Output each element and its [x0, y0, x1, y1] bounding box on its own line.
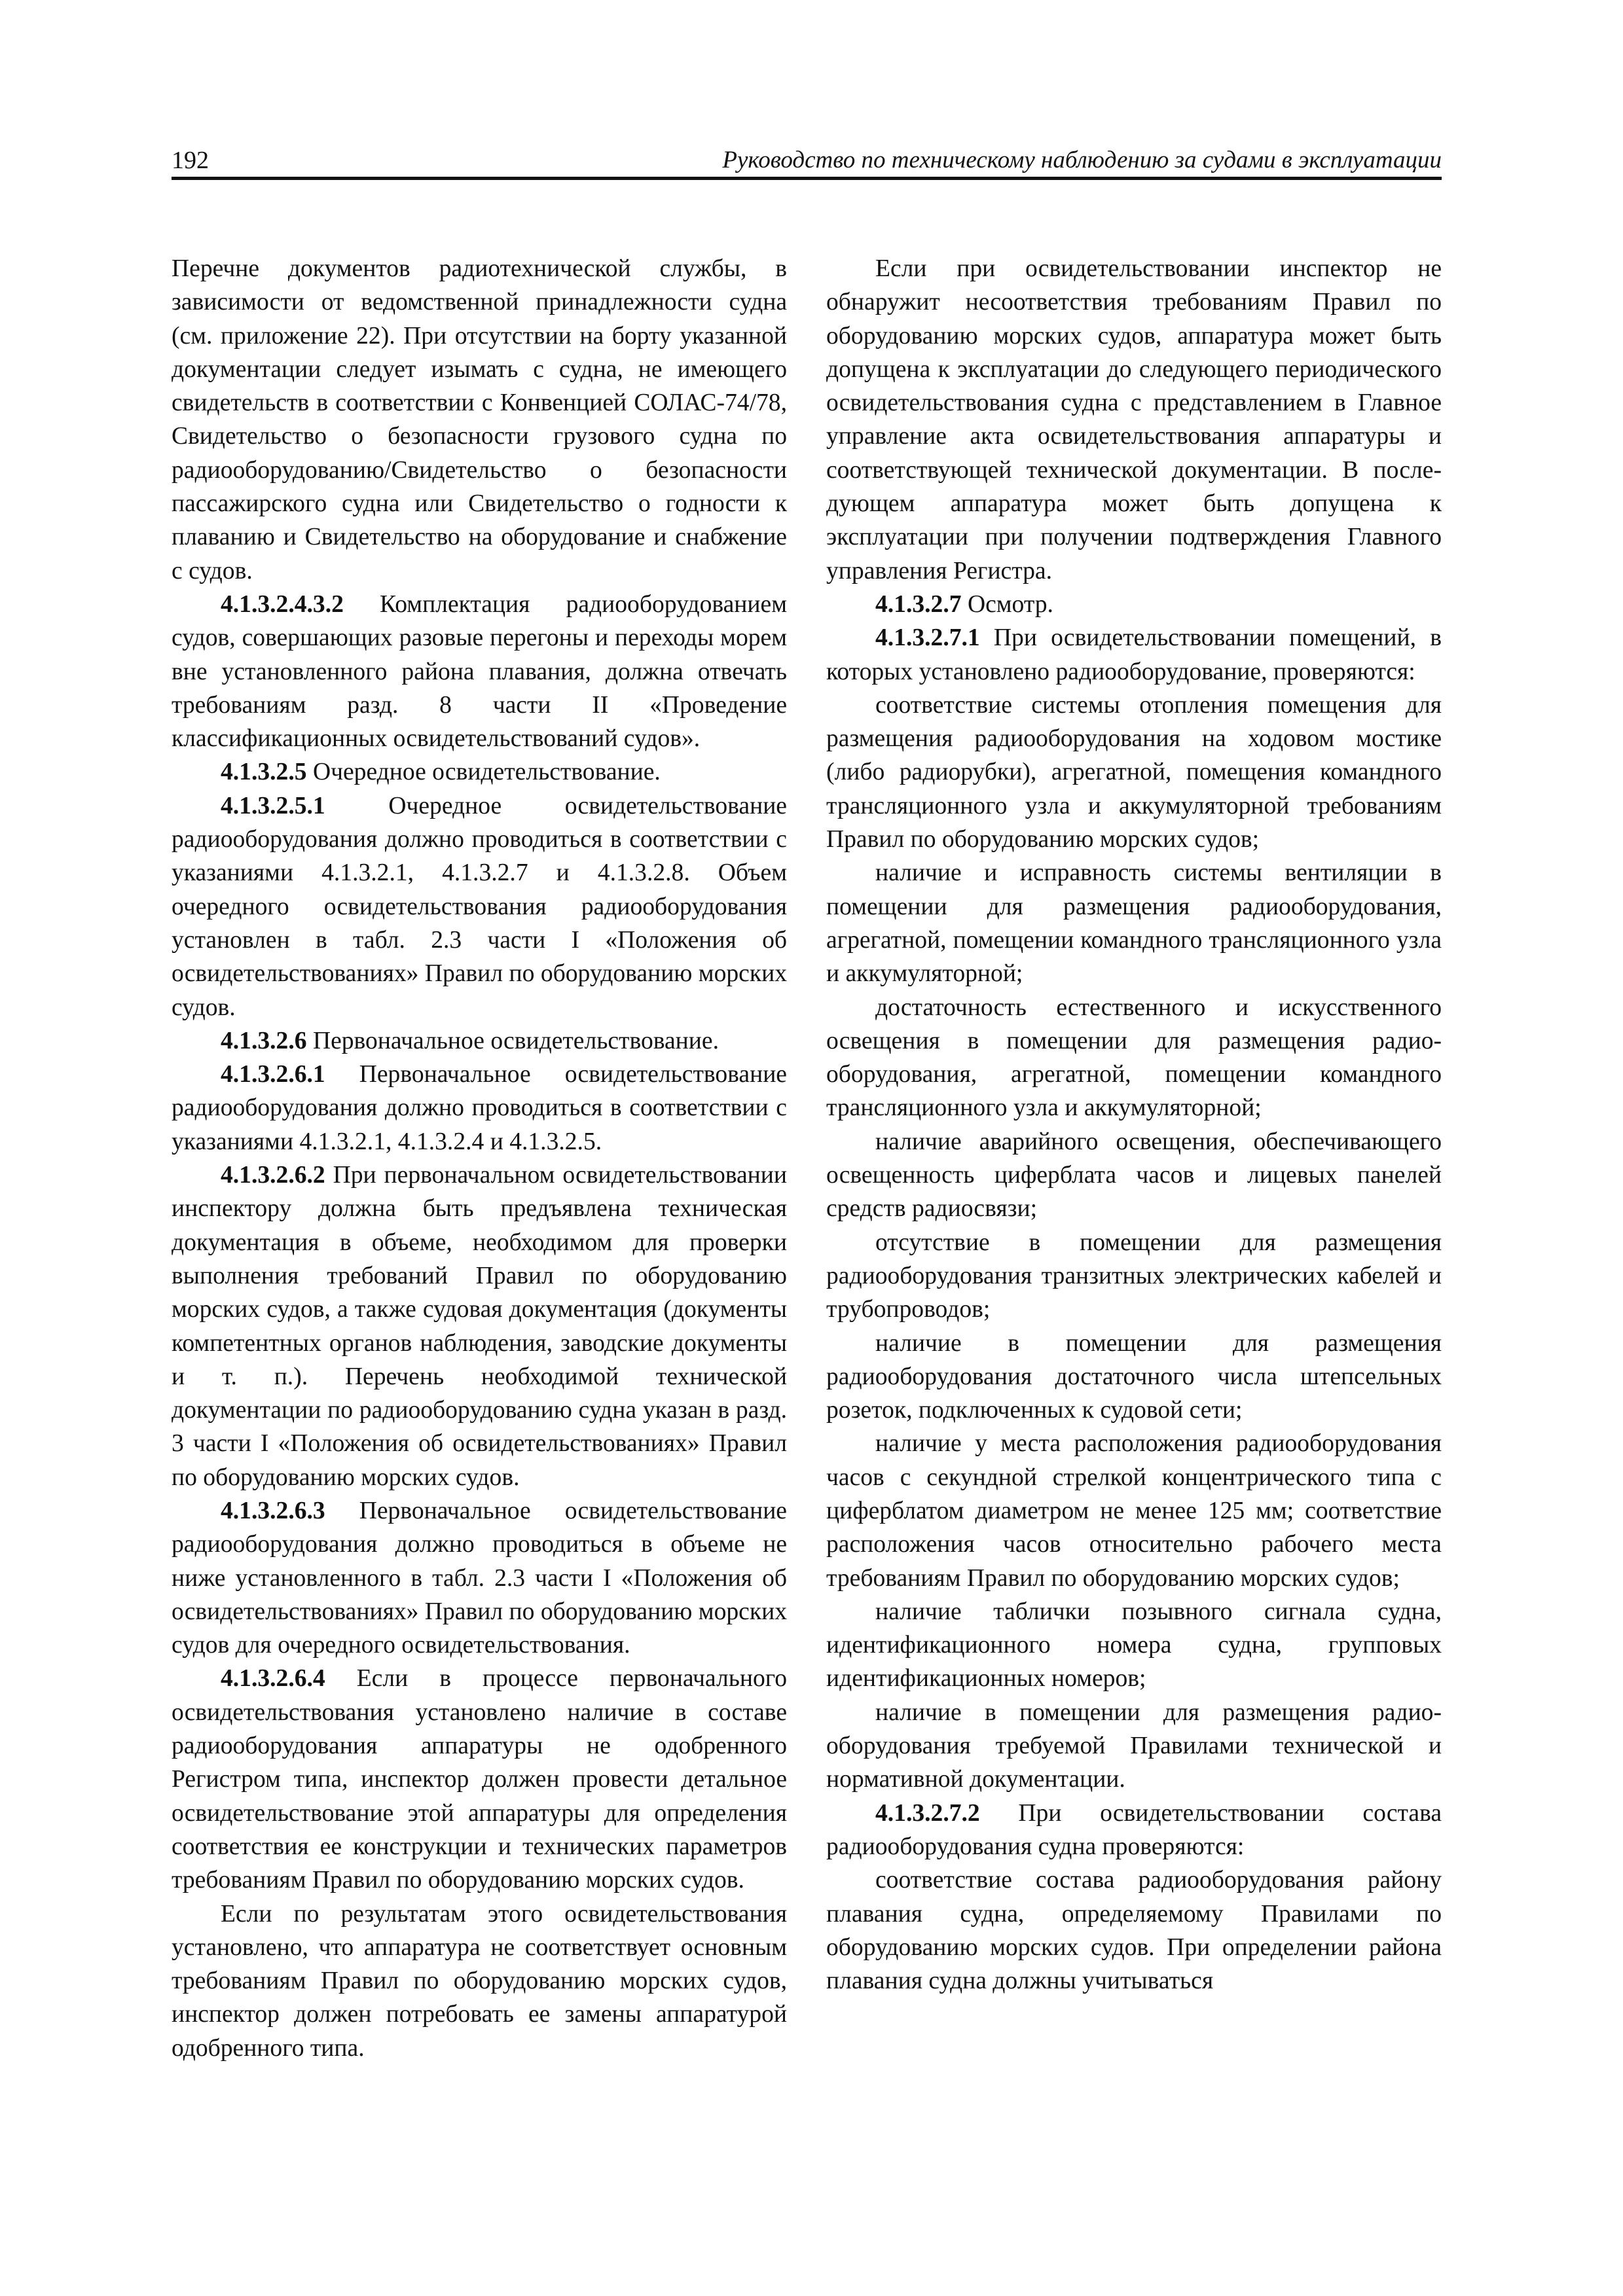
- paragraph-text: При освидетельствовании состава радиооборудования судна проверяются:: [826, 1799, 1442, 1860]
- paragraph-text: При первоначальном освидетельствовании инспектору должна быть предъявлена техническая документация в объеме, необходимом для проверки выполнения требований Правил по оборудованию морских судов, а также судовая документация (документы компетентных органов наблюдения, заводские документы и т. п.). Перечень необходимой технической документации по радиооборудованию судна указан в разд. 3 части I «Положения об освидетельствованиях» Правил по оборудованию морских судов.: [172, 1162, 787, 1491]
- paragraph: [172, 1024, 787, 1058]
- running-title: Руководство по техническому наблюдению за судами в эксплуатации: [722, 147, 1442, 173]
- page-number: 192: [172, 147, 209, 174]
- list-item: [826, 1427, 1442, 1594]
- clause-number: 4.1.3.2.5: [221, 759, 307, 786]
- left-column: [172, 252, 787, 2065]
- paragraph: [826, 621, 1442, 689]
- clause-number: 4.1.3.2.7.2: [875, 1799, 980, 1827]
- clause-number: 4.1.3.2.5.1: [221, 792, 325, 819]
- paragraph-text: Если в процессе первоначального освидетельствования установлено наличие в составе радиооборудования аппаратуры не одобренного Регистром типа, инспектор должен провести детальное освидетельствование этой аппаратуры для определения соответствия ее конструкции и технических параметров требованиям Правил по оборудованию морских судов.: [172, 1665, 787, 1894]
- paragraph-text: Первоначальное освидетельствование радиооборудования должно проводиться в соответствии с указаниями 4.1.3.2.1, 4.1.3.2.4 и 4.1.3.2.5.: [172, 1061, 787, 1155]
- clause-number: 4.1.3.2.6: [221, 1027, 307, 1054]
- paragraph: [172, 252, 787, 588]
- paragraph-text: При освидетельствовании помещений, в которых установлено радиооборудование, проверяются:: [826, 624, 1442, 685]
- list-item: [826, 1327, 1442, 1427]
- clause-number: 4.1.3.2.4.3.2: [221, 590, 344, 618]
- clause-number: 4.1.3.2.7.1: [875, 624, 980, 652]
- paragraph: [826, 252, 1442, 588]
- paragraph: [172, 588, 787, 755]
- header-rule: [172, 177, 1442, 180]
- paragraph-text: Первоначальное освидетельствование.: [312, 1027, 719, 1054]
- paragraph-text: Перечне документов радиотехнической службы, в зависимости от ведомственной принадлежности судна (см. приложение 22). При отсутствии на борту указанной документации следует изымать с судна, не имеющего свидетельств в соответствии с Конвенцией СОЛАС-74/78, Свидетельство о безопасности грузового судна по радиооборудованию/Свидетельство о безопасности пассажирского судна или Свидетельство о годности к плаванию и Свидетельство на оборудование и снабжение с судов.: [172, 255, 787, 584]
- paragraph: [826, 1797, 1442, 1864]
- list-item: [826, 856, 1442, 990]
- paragraph-text: Комплектация радиооборудованием судов, совершающих разовые перегоны и переходы морем вне установленного района плавания, должна отвечать требованиям разд. 8 части II «Проведение классификационных освидетельствований судов».: [172, 590, 787, 753]
- paragraph: [172, 1494, 787, 1662]
- right-column: [826, 252, 1442, 1998]
- paragraph: [172, 1897, 787, 2065]
- paragraph-text: Очередное освидетельствование радиооборудования должно проводиться в соответствии с указаниями 4.1.3.2.1, 4.1.3.2.7 и 4.1.3.2.8. Объем очередного освидетельствования радиооборудования установлен в табл. 2.3 части I «Положения об освидетельствованиях» Правил по оборудованию морских судов.: [172, 792, 787, 1021]
- clause-number: 4.1.3.2.6.4: [221, 1665, 325, 1693]
- paragraph-text: Очередное освидетельствование.: [312, 759, 661, 786]
- paragraph: [172, 1158, 787, 1494]
- list-item: [826, 1125, 1442, 1226]
- paragraph: [172, 755, 787, 789]
- list-item: [826, 1595, 1442, 1696]
- paragraph: [826, 588, 1442, 621]
- clause-number: 4.1.3.2.6.2: [221, 1162, 325, 1189]
- list-item: [826, 1863, 1442, 1998]
- paragraph-text: отсутствие в помещении для размещения радиооборудования транзитных электрических кабелей и трубопроводов;: [826, 1229, 1442, 1323]
- paragraph-text: Осмотр.: [967, 590, 1053, 618]
- clause-number: 4.1.3.2.6.3: [221, 1497, 325, 1524]
- clause-number: 4.1.3.2.7: [875, 590, 962, 618]
- paragraph-text: наличие в помещении для размещения радиооборудования требуемой Правилами технической и нормативной документации.: [826, 1698, 1442, 1793]
- paragraph-text: наличие у места расположения радиооборудования часов с секундной стрелкой концентрического типа с циферблатом диаметром не менее 125 мм; соответствие расположения часов относительно рабочего места требованиям Правил по оборудованию морских судов;: [826, 1430, 1442, 1592]
- list-item: [826, 1226, 1442, 1327]
- paragraph: [172, 1058, 787, 1158]
- paragraph-text: Если по результатам этого освидетельствования установлено, что аппаратура не соответствует основным требованиям Правил по оборудованию морских судов, инспектор должен потребовать ее замены аппаратурой одобренного типа.: [172, 1900, 787, 2062]
- paragraph-text: наличие таблички позывного сигнала судна, идентификационного номера судна, групповых идентификационных номеров;: [826, 1598, 1442, 1693]
- paragraph-text: достаточность естественного и искусственного освещения в помещении для размещения радиооборудования, агрегатной, помещении командного трансляционного узла и аккумуляторной;: [826, 994, 1442, 1122]
- paragraph-text: наличие аварийного освещения, обеспечивающего освещенность циферблата часов и лицевых панелей средств радиосвязи;: [826, 1128, 1442, 1223]
- paragraph-text: соответствие состава радиооборудования району плавания судна, определяемому Правилами по оборудованию морских судов. При определении района плавания судна должны учитываться: [826, 1867, 1442, 1995]
- paragraph: [172, 1662, 787, 1897]
- paragraph: [172, 789, 787, 1024]
- paragraph-text: Первоначальное освидетельствование радиооборудования должно проводиться в объеме не ниже установленного в табл. 2.3 части I «Положения об освидетельствованиях» Правил по оборудованию морских судов для очередного освидетельствования.: [172, 1497, 787, 1659]
- list-item: [826, 1696, 1442, 1797]
- list-item: [826, 689, 1442, 856]
- clause-number: 4.1.3.2.6.1: [221, 1061, 325, 1088]
- paragraph-text: соответствие системы отопления помещения для размещения радиооборудования на ходовом мостике (либо радиорубки), агрегатной, помещения командного трансляционного узла и аккумуляторной требованиям Правил по оборудованию морских судов;: [826, 691, 1442, 853]
- paragraph-text: наличие и исправность системы вентиляции в помещении для размещения радиооборудования, агрегатной, помещении командного трансляционного узла и аккумуляторной;: [826, 859, 1442, 988]
- list-item: [826, 991, 1442, 1125]
- paragraph-text: наличие в помещении для размещения радиооборудования достаточного числа штепсельных розеток, подключенных к судовой сети;: [826, 1329, 1442, 1424]
- page-header: [172, 141, 1442, 180]
- paragraph-text: Если при освидетельствовании инспектор не обнаружит несоответствия требованиям Правил по оборудованию морских судов, аппаратура может быть допущена к эксплуатации до следующего периодического освидетельствования судна с представлением в Главное управление акта освидетельствования аппаратуры и соответствующей технической документации. В последующем аппаратура может быть допущена к эксплуатации при получении подтверждения Главного управления Регистра.: [826, 255, 1442, 584]
